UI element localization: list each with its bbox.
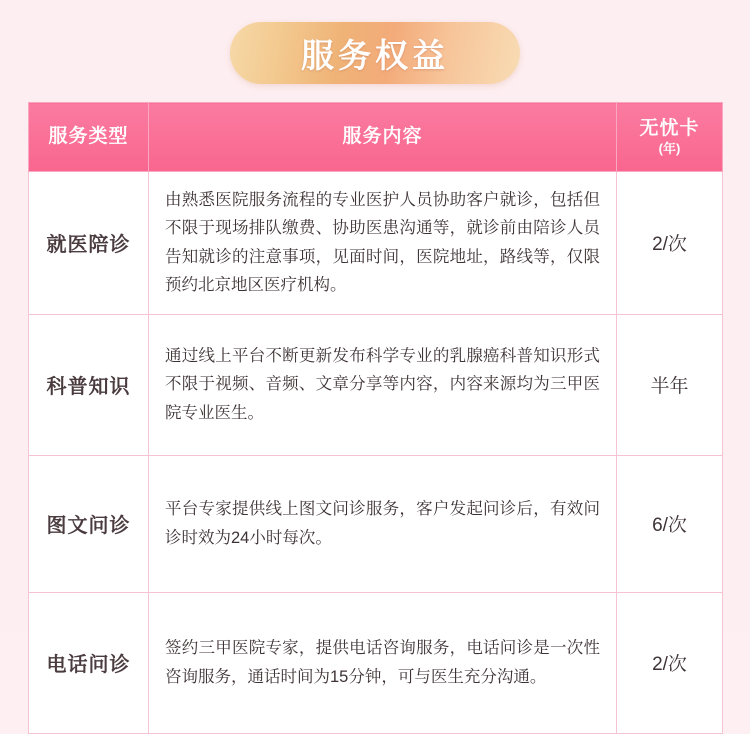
column-header-service-content — [149, 103, 617, 172]
row-service-type: 电话问诊 — [29, 592, 149, 733]
row-card-value: 2/次 — [617, 172, 723, 315]
column-header-service-type — [29, 103, 149, 172]
title-banner — [230, 22, 520, 84]
page-title: 服务权益 — [301, 36, 449, 74]
table-row — [29, 455, 723, 592]
column-header-card-label: 无忧卡 — [639, 118, 700, 139]
benefits-table — [28, 102, 723, 734]
benefits-table-wrapper — [28, 102, 722, 734]
table-header-row — [29, 103, 723, 172]
column-header-card — [617, 103, 723, 172]
row-service-content: 签约三甲医院专家，提供电话咨询服务，电话问诊是一次性咨询服务，通话时间为15分钟，可与医生充分沟通。 — [149, 592, 617, 733]
column-header-service-content-label: 服务内容 — [342, 126, 423, 148]
column-header-card-sublabel: (年) — [658, 140, 681, 156]
column-header-service-type-label: 服务类型 — [48, 126, 129, 148]
row-service-type: 就医陪诊 — [29, 172, 149, 315]
row-card-value: 6/次 — [617, 455, 723, 592]
row-service-content: 平台专家提供线上图文问诊服务，客户发起问诊后，有效问诊时效为24小时每次。 — [149, 455, 617, 592]
row-service-type: 科普知识 — [29, 314, 149, 455]
table-body — [29, 172, 723, 734]
row-card-value: 半年 — [617, 314, 723, 455]
row-service-content: 通过线上平台不断更新发布科学专业的乳腺癌科普知识形式不限于视频、音频、文章分享等内容，内容来源均为三甲医院专业医生。 — [149, 314, 617, 455]
row-card-value: 2/次 — [617, 592, 723, 733]
table-row — [29, 172, 723, 315]
row-service-type: 图文问诊 — [29, 455, 149, 592]
title-section — [0, 0, 750, 84]
table-row — [29, 592, 723, 733]
table-header — [29, 103, 723, 172]
row-service-content: 由熟悉医院服务流程的专业医护人员协助客户就诊，包括但不限于现场排队缴费、协助医患沟通等，就诊前由陪诊人员告知就诊的注意事项，见面时间，医院地址，路线等，仅限预约北京地区医疗机构。 — [149, 172, 617, 315]
table-row — [29, 314, 723, 455]
